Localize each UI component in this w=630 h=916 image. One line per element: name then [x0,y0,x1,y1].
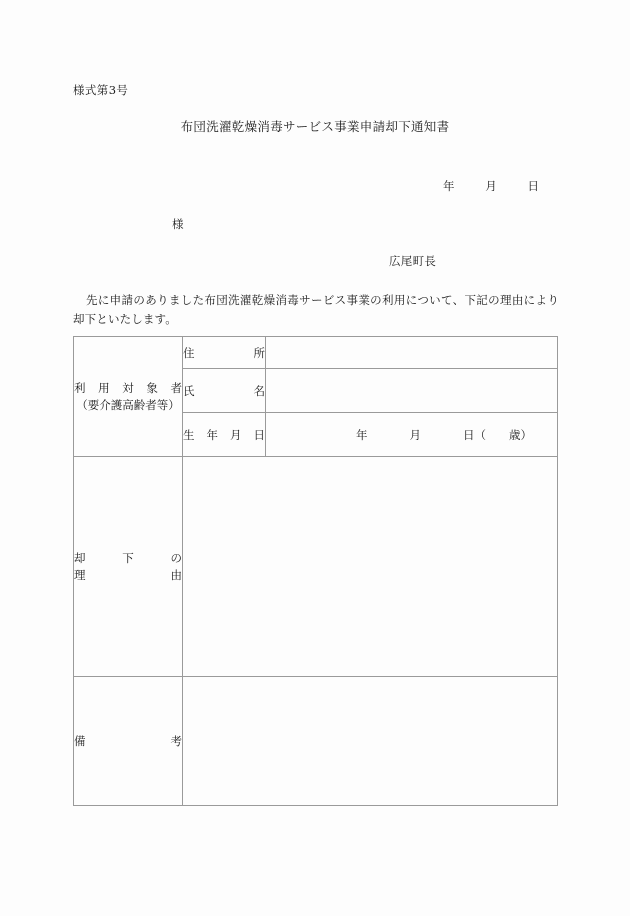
addressee-suffix: 様 [172,217,184,231]
date-year-label: 年 [443,179,455,193]
address-label: 住所 [183,337,266,369]
issuer-name: 広尾町長 [389,254,437,268]
address-value-field[interactable] [266,337,558,369]
body-paragraph: 先に申請のありました布団洗濯乾燥消毒サービス事業の利用について、下記の理由により却下といたします。 [73,293,559,326]
reason-label-line2: 理由 [74,567,182,582]
birthdate-day-age-label: 日（ 歳） [463,427,532,442]
birthdate-label: 生年月日 [183,413,266,457]
reason-value-field[interactable] [183,457,558,677]
form-number: 様式第3号 [73,83,129,97]
target-person-label [74,337,183,457]
document-title: 布団洗濯乾燥消毒サービス事業申請却下通知書 [180,119,450,134]
reason-label-line1: 却下の [74,550,182,565]
notification-table [73,336,558,806]
date-month-label: 月 [485,179,497,193]
remarks-label: 備考 [74,677,183,806]
birthdate-year-label: 年 [356,427,368,442]
name-label: 氏名 [183,369,266,413]
date-day-label: 日 [527,179,539,193]
date-line [443,178,539,194]
birthdate-placeholder [266,427,557,443]
name-value-field[interactable] [266,369,558,413]
target-person-label-line1: 利用対象者 [74,381,182,395]
table-row-reason [74,457,558,677]
table-row-address [74,337,558,369]
remarks-value-field[interactable] [183,677,558,806]
birthdate-month-label: 月 [409,427,421,442]
reason-label [74,457,183,677]
target-person-label-line2: （要介護高齢者等） [76,398,180,412]
birthdate-value-field[interactable] [266,413,558,457]
table-row-remarks [74,677,558,806]
